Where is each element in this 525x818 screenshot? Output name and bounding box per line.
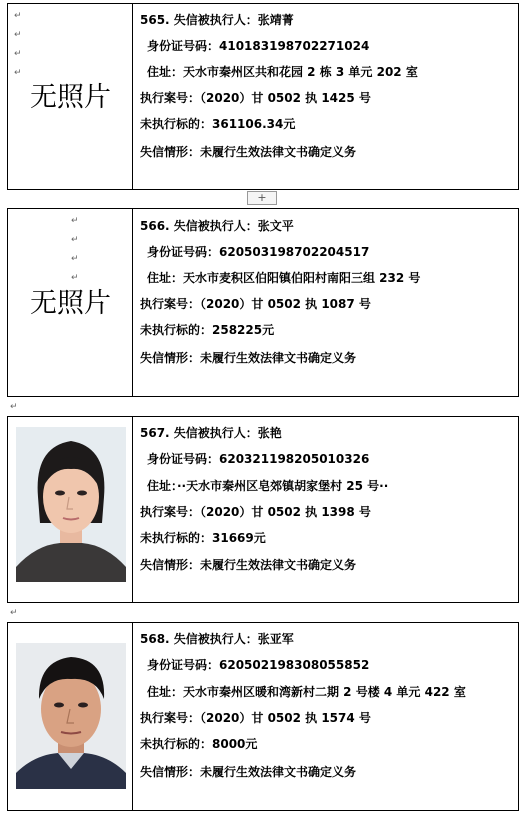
case-number: 执行案号：（2020）甘 0502 执 1425 号 — [140, 91, 371, 105]
outstanding-amount: 未执行标的：258225元 — [140, 323, 275, 337]
person-photo-icon — [16, 643, 126, 789]
case-number: 执行案号：（2020）甘 0502 执 1574 号 — [140, 711, 371, 725]
case-number: 执行案号：（2020）甘 0502 执 1087 号 — [140, 297, 371, 311]
paragraph-mark-icon: ↵ — [10, 608, 18, 618]
dishonesty-situation: 失信情形：未履行生效法律文书确定义务 — [140, 351, 357, 365]
photo-cell — [8, 623, 133, 810]
record-number-name: 567. 失信被执行人：张艳 — [140, 426, 282, 440]
add-row-button[interactable]: + — [247, 191, 277, 205]
id-number: 身份证号码：620321198205010326 — [147, 452, 370, 466]
outstanding-amount: 未执行标的：31669元 — [140, 531, 266, 545]
paragraph-mark-icon: ↵ — [14, 11, 22, 21]
paragraph-mark-icon: ↵ — [10, 402, 18, 412]
person-photo-icon — [16, 643, 126, 789]
record-card-566 — [7, 208, 519, 397]
outstanding-amount: 未执行标的：361106.34元 — [140, 117, 296, 131]
no-photo-label: 无照片 — [30, 82, 111, 113]
info-cell — [134, 4, 518, 189]
record-number-name: 566. 失信被执行人：张文平 — [140, 219, 294, 233]
paragraph-mark-icon: ↵ — [14, 68, 22, 78]
id-number: 身份证号码：620503198702204517 — [147, 245, 370, 259]
paragraph-mark-icon: ↵ — [71, 216, 79, 226]
no-photo-label: 无照片 — [30, 288, 111, 319]
dishonesty-situation: 失信情形：未履行生效法律文书确定义务 — [140, 558, 357, 572]
record-card-565 — [7, 3, 519, 190]
person-photo-icon — [16, 427, 126, 582]
info-cell — [134, 209, 518, 396]
paragraph-mark-icon: ↵ — [14, 30, 22, 40]
address: 住址：··天水市秦州区皂郊镇胡家堡村 25 号·· — [147, 479, 389, 493]
paragraph-mark-icon: ↵ — [14, 49, 22, 59]
photo-cell — [8, 4, 133, 189]
address: 住址：天水市麦积区伯阳镇伯阳村南阳三组 232 号 — [147, 271, 421, 285]
person-photo-icon — [16, 427, 126, 582]
record-card-567 — [7, 416, 519, 603]
record-card-568 — [7, 622, 519, 811]
paragraph-mark-icon: ↵ — [71, 235, 79, 245]
photo-cell — [8, 417, 133, 602]
paragraph-mark-icon: ↵ — [71, 254, 79, 264]
outstanding-amount: 未执行标的：8000元 — [140, 737, 258, 751]
case-number: 执行案号：（2020）甘 0502 执 1398 号 — [140, 505, 371, 519]
dishonesty-situation: 失信情形：未履行生效法律文书确定义务 — [140, 145, 357, 159]
dishonesty-situation: 失信情形：未履行生效法律文书确定义务 — [140, 765, 357, 779]
info-cell — [134, 623, 518, 810]
photo-cell — [8, 209, 133, 396]
record-number-name: 565. 失信被执行人：张靖菁 — [140, 13, 294, 27]
info-cell — [134, 417, 518, 602]
record-number-name: 568. 失信被执行人：张亚军 — [140, 632, 294, 646]
address: 住址：天水市秦州区共和花园 2 栋 3 单元 202 室 — [147, 65, 418, 79]
address: 住址：天水市秦州区暖和湾新村二期 2 号楼 4 单元 422 室 — [147, 685, 466, 699]
id-number: 身份证号码：410183198702271024 — [147, 39, 370, 53]
id-number: 身份证号码：620502198308055852 — [147, 658, 370, 672]
paragraph-mark-icon: ↵ — [71, 273, 79, 283]
